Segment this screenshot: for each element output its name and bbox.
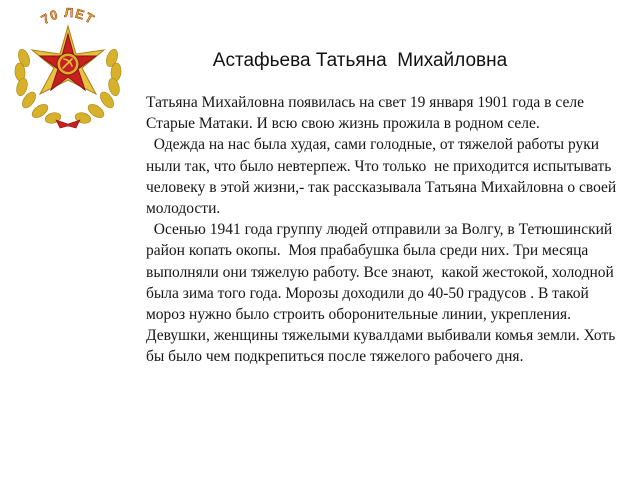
paragraph-2: Одежда на нас была худая, сами голодные, от тяжелой работы руки ныли так, что было невтерпеж. Что только не приходится испытывать человеку в этой жизни,- так рассказывала Татьяна Михайловна о своей молодости. bbox=[146, 136, 621, 218]
paragraph-3: Осенью 1941 года группу людей отправили за Волгу, в Тетюшинский район копать окопы. Моя прабабушка была среди них. Три месяца выполняли они тяжелую работу. Все знают, какой жестокой, холодной была зима того года. Морозы доходили до 40-50 градусов . В такой мороз нужно было строить оборонительные линии, укрепления. Девушки, женщины тяжелыми кувалдами выбивали комья земли. Хоть бы было чем подкрепиться после тяжелого рабочего дня. bbox=[146, 221, 620, 366]
paragraph-1: Татьяна Михайловна появилась на свет 19 января 1901 года в селе Старые Матаки. И всю свою жизнь прожила в родном селе. bbox=[146, 94, 588, 133]
document-body bbox=[146, 92, 620, 368]
page-title: Астафьева Татьяна Михайловна bbox=[212, 50, 508, 71]
svg-text:70 ЛЕТ bbox=[38, 5, 97, 27]
victory-emblem-icon bbox=[4, 2, 132, 130]
emblem-anniversary-label: 70 ЛЕТ bbox=[38, 4, 98, 28]
